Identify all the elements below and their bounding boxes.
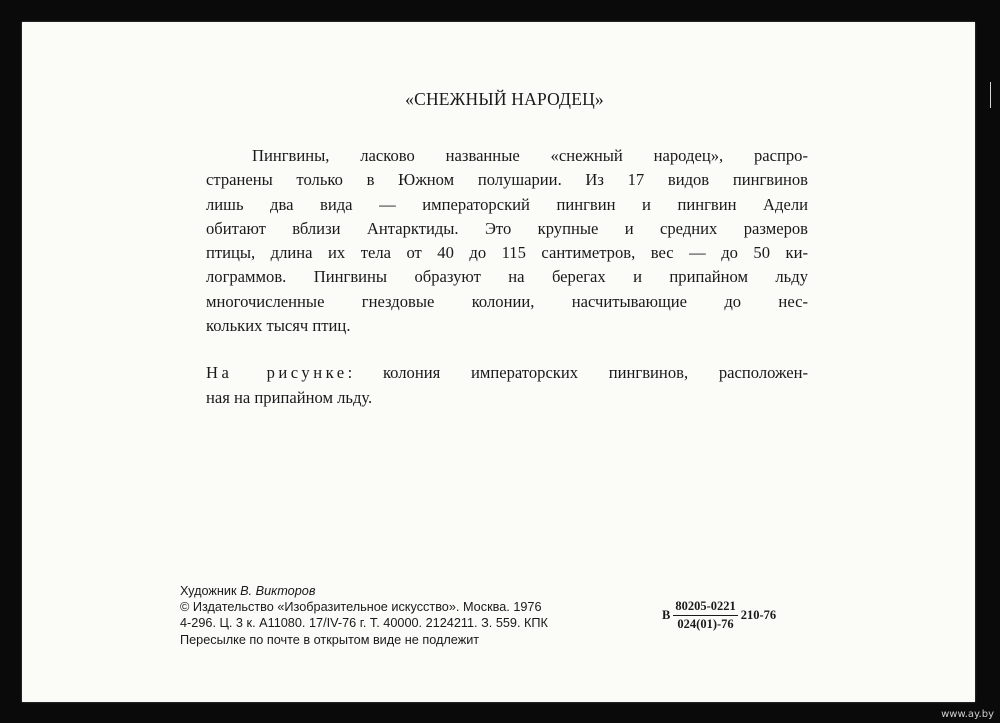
catalog-code-fraction: [673, 599, 737, 632]
paragraph-line: Пингвины, ласково названные «снежный народец», распро-: [252, 146, 808, 165]
paragraph-line: птицы, длина их тела от 40 до 115 сантиметров, вес — до 50 ки-: [206, 243, 808, 263]
print-codes-line: 4-296. Ц. 3 к. А11080. 17/IV-76 г. Т. 40000. 2124211. З. 559. КПК: [180, 616, 548, 631]
catalog-code: [662, 599, 776, 632]
caption-line: [206, 361, 808, 385]
postal-note: Пересылке по почте в открытом виде не подлежит: [180, 632, 480, 647]
artist-credit: Художник В. Викторов: [180, 584, 316, 598]
publisher-line: © Издательство «Изобразительное искусство». Москва. 1976: [180, 600, 542, 615]
caption-text: : колония императорских пингвинов, расположен-: [347, 363, 808, 383]
postcard-title: «СНЕЖНЫЙ НАРОДЕЦ»: [405, 89, 604, 109]
caption-line: ная на припайном льду.: [206, 387, 373, 407]
imprint-block: [180, 583, 548, 648]
postcard-back: [22, 22, 975, 702]
paragraph-line: кольких тысяч птиц.: [206, 316, 351, 336]
paragraph-line: странены только в Южном полушарии. Из 17 видов пингвинов: [206, 170, 808, 190]
caption-label: На рисунке: [206, 363, 348, 383]
catalog-code-prefix: В: [662, 608, 671, 622]
paragraph-line: лограммов. Пингвины образуют на берегах и припайном льду: [206, 267, 808, 287]
catalog-code-suffix: 210-76: [740, 608, 777, 622]
description-text: [206, 144, 808, 410]
card-corner-fold: [990, 82, 999, 108]
watermark: www.ay.by: [941, 709, 994, 720]
paragraph-line: многочисленные гнездовые колонии, насчитывающие до нес-: [206, 291, 808, 311]
paragraph-line: обитают вблизи Антарктиды. Это крупные и средних размеров: [206, 218, 808, 238]
catalog-code-numerator: 80205-0221: [673, 599, 737, 616]
artist-name: В. Викторов: [240, 584, 316, 598]
paragraph-line: лишь два вида — императорский пингвин и пингвин Адели: [206, 194, 808, 214]
catalog-code-denominator: 024(01)-76: [677, 617, 734, 631]
